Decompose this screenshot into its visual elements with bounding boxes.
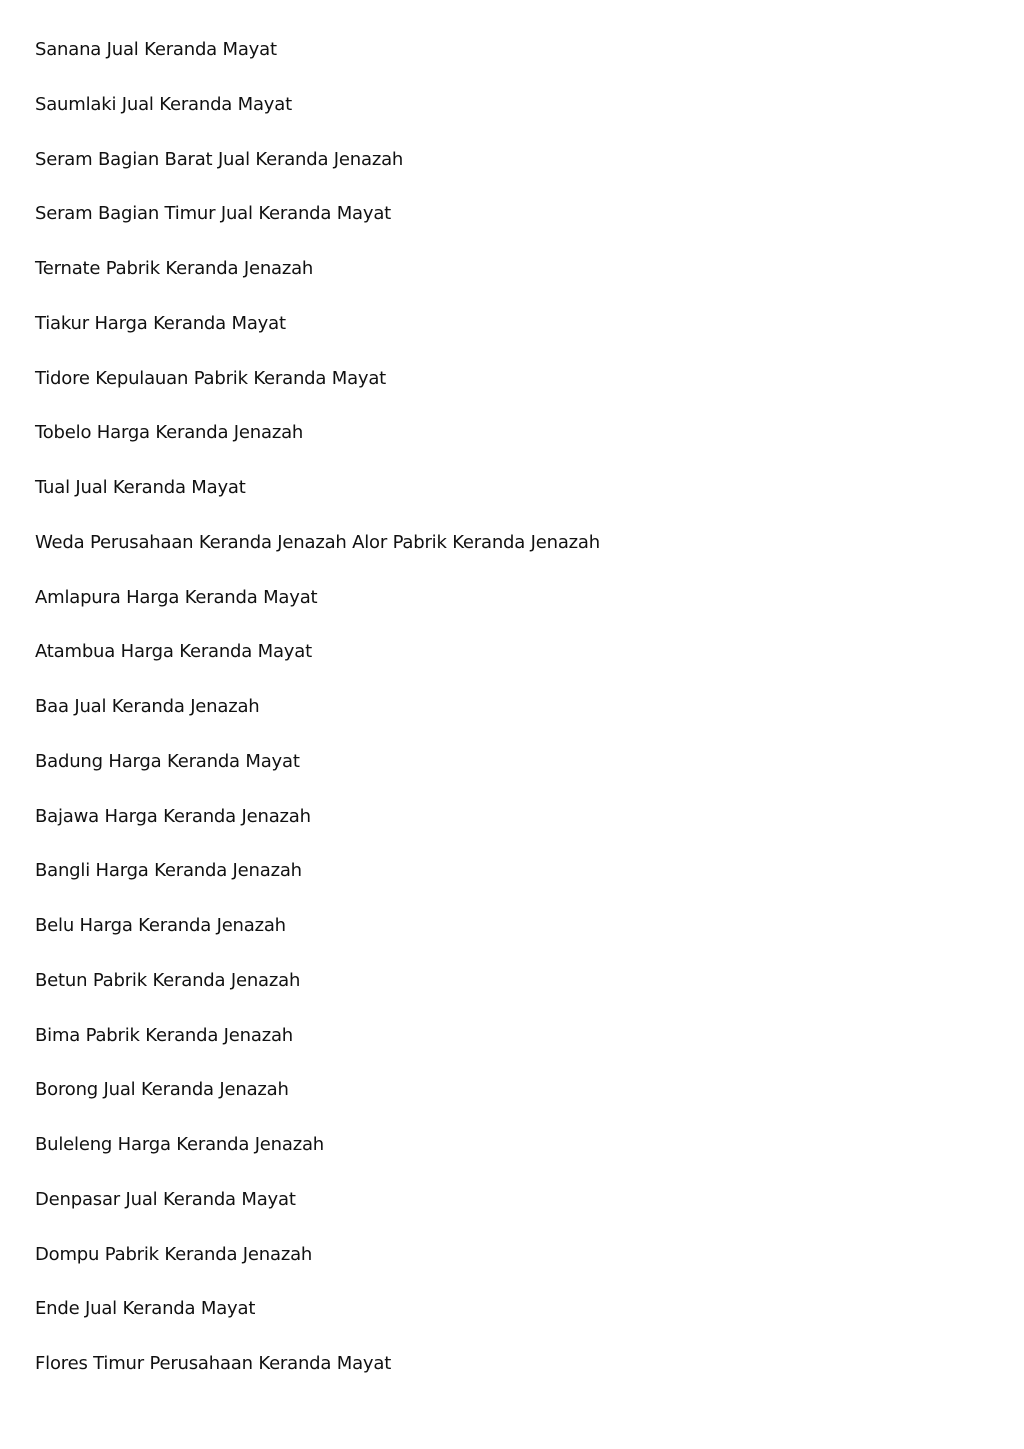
text-line: Baa Jual Keranda Jenazah [35, 696, 260, 717]
text-line: Betun Pabrik Keranda Jenazah [35, 969, 301, 991]
text-line: Tiakur Harga Keranda Mayat [35, 312, 286, 334]
text-line: Borong Jual Keranda Jenazah [35, 1079, 289, 1101]
text-line-list [35, 36, 600, 1405]
text-line: Weda Perusahaan Keranda Jenazah Alor Pabrik Keranda Jenazah [35, 531, 600, 553]
text-line: Amlapura Harga Keranda Mayat [35, 586, 318, 608]
text-line: Ende Jual Keranda Mayat [35, 1298, 256, 1320]
text-line: Badung Harga Keranda Mayat [35, 750, 300, 772]
text-line: Ternate Pabrik Keranda Jenazah [35, 258, 314, 279]
text-line: Seram Bagian Timur Jual Keranda Mayat [35, 203, 392, 225]
text-line: Denpasar Jual Keranda Mayat [35, 1188, 296, 1210]
text-line: Bangli Harga Keranda Jenazah [35, 860, 302, 882]
text-line: Bima Pabrik Keranda Jenazah [35, 1024, 293, 1046]
text-line: Belu Harga Keranda Jenazah [35, 915, 286, 936]
text-line: Tobelo Harga Keranda Jenazah [35, 422, 304, 444]
text-line: Saumlaki Jual Keranda Mayat [35, 93, 292, 115]
text-line: Dompu Pabrik Keranda Jenazah [35, 1243, 313, 1265]
text-line: Tidore Kepulauan Pabrik Keranda Mayat [35, 367, 387, 389]
text-line: Flores Timur Perusahaan Keranda Mayat [35, 1353, 392, 1374]
text-line: Sanana Jual Keranda Mayat [35, 39, 277, 60]
text-line: Buleleng Harga Keranda Jenazah [35, 1134, 324, 1155]
text-line: Tual Jual Keranda Mayat [35, 477, 246, 498]
text-line: Bajawa Harga Keranda Jenazah [35, 805, 311, 827]
text-line: Atambua Harga Keranda Mayat [35, 641, 312, 663]
text-line: Seram Bagian Barat Jual Keranda Jenazah [35, 148, 404, 170]
